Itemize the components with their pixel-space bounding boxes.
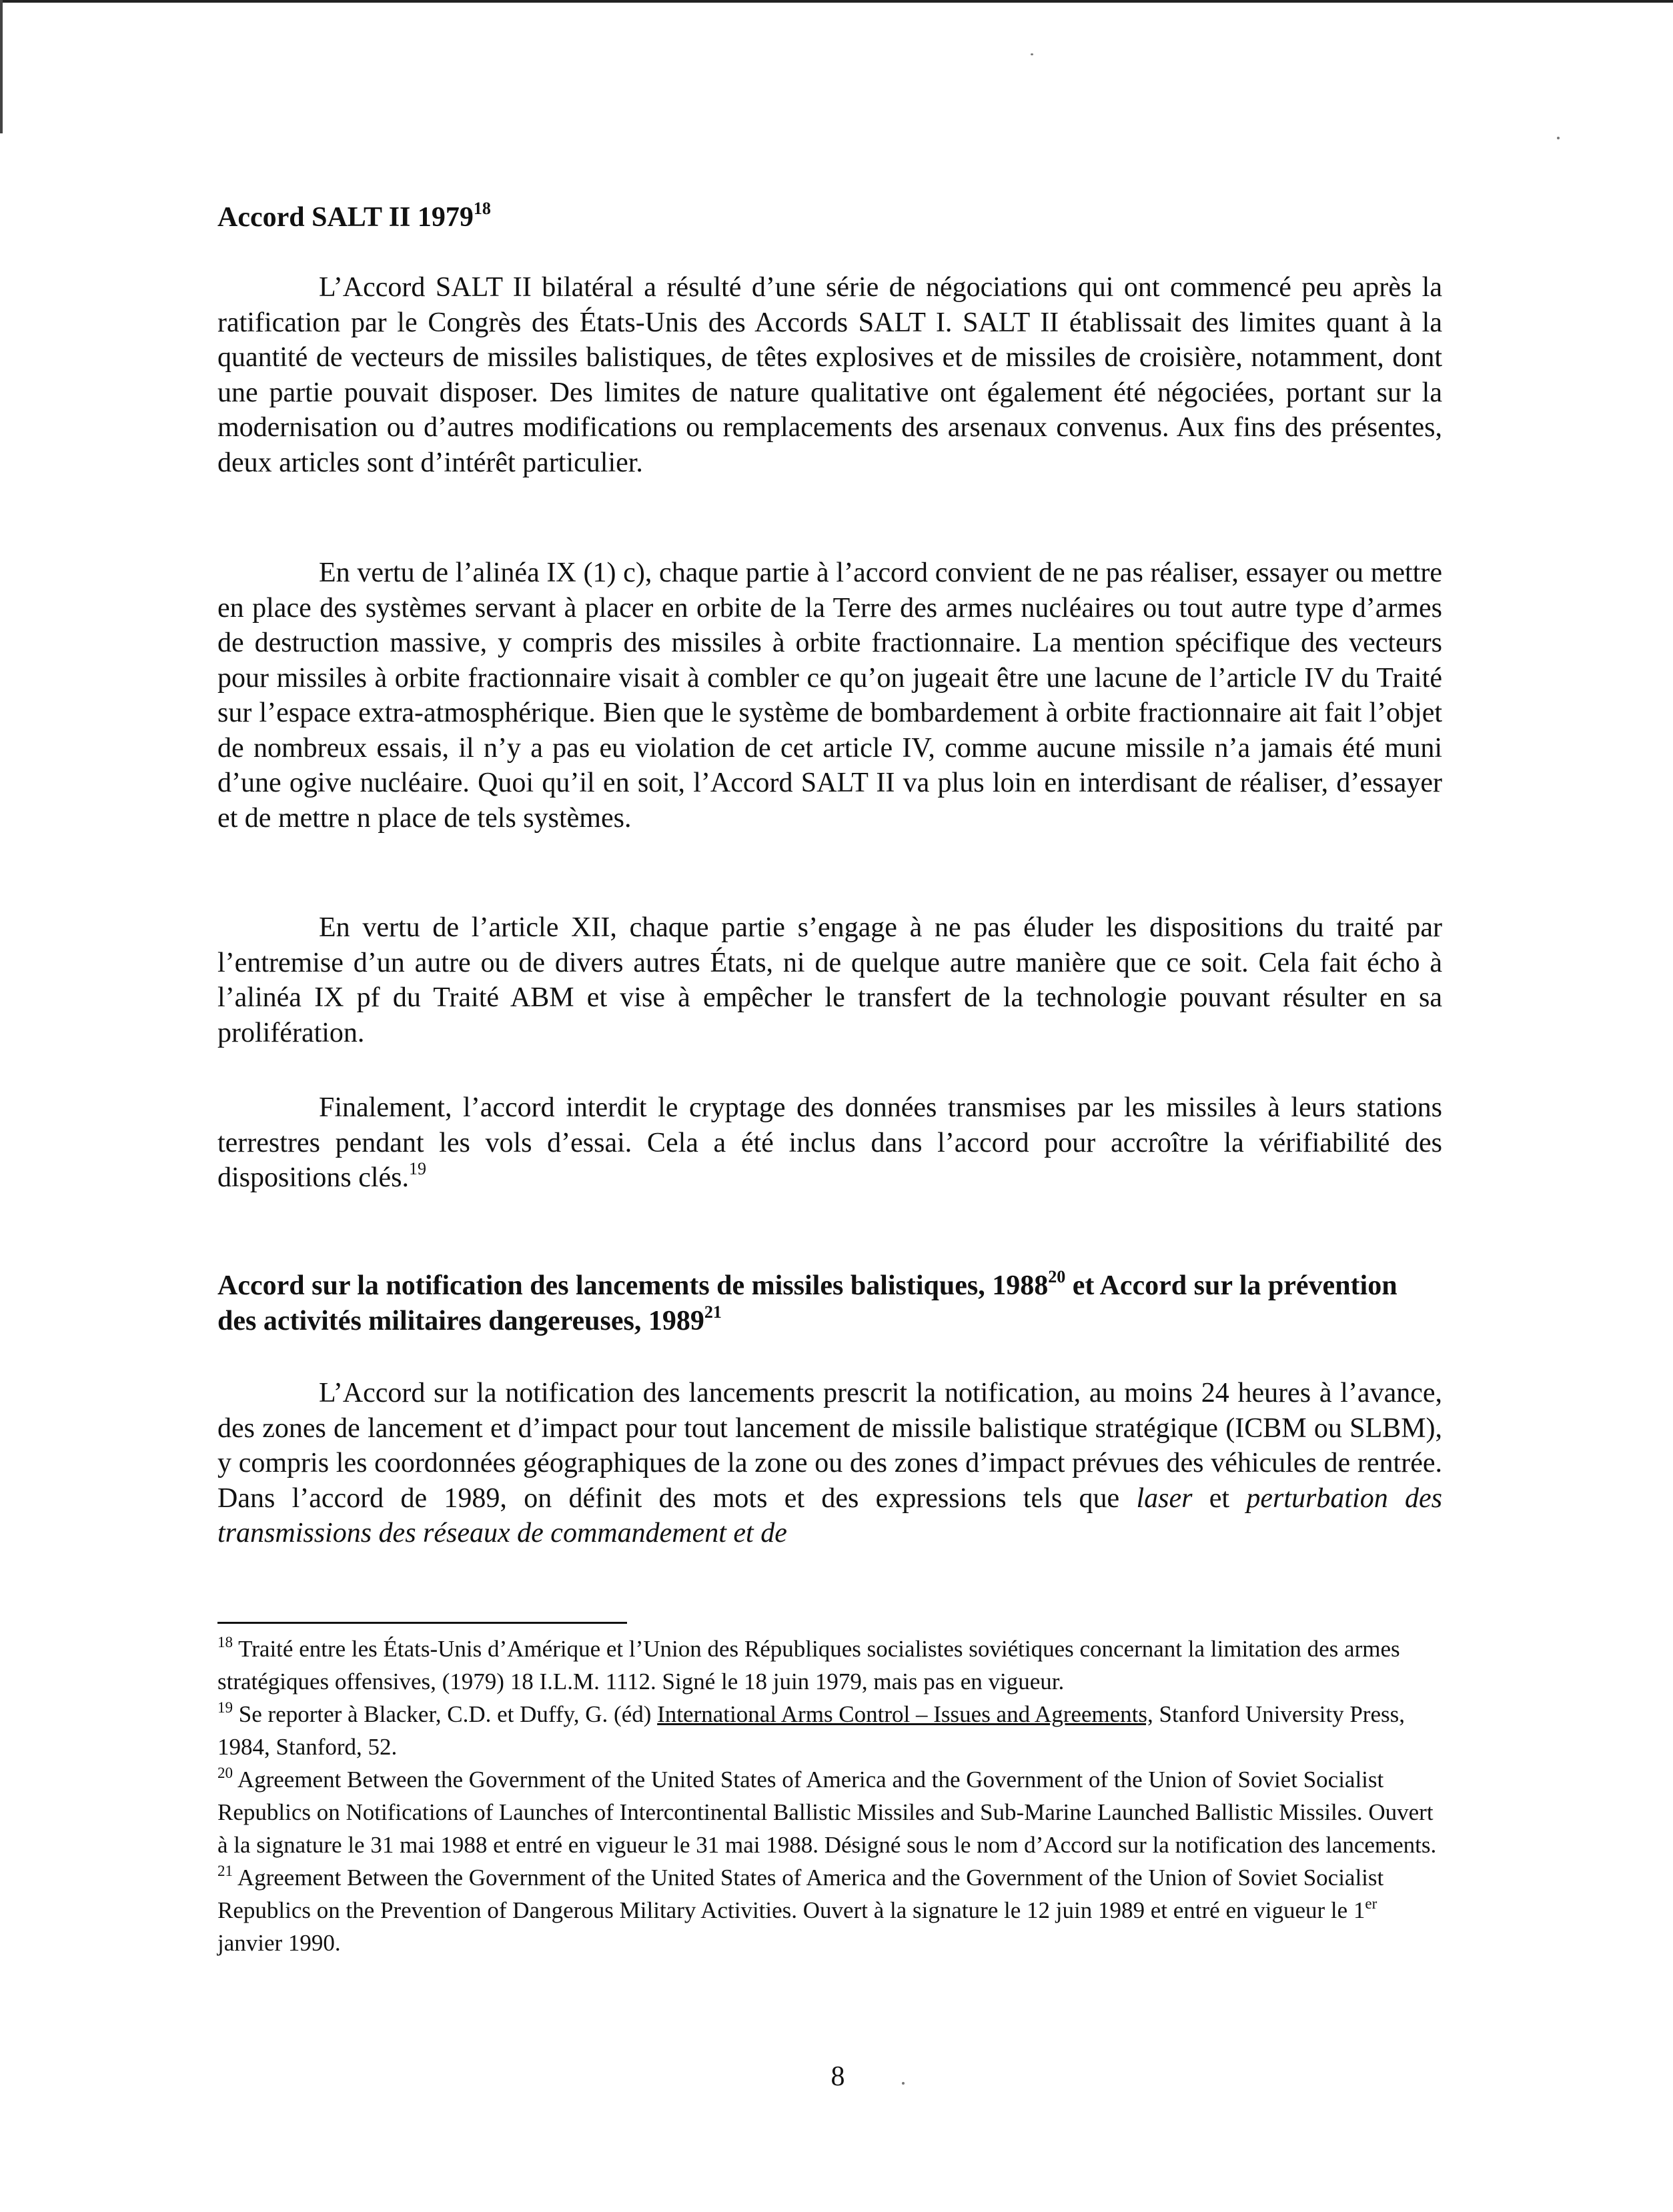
footnote-ref: 21: [704, 1302, 722, 1322]
footnote-ref: 20: [1048, 1267, 1066, 1286]
page-number: 8: [830, 2061, 845, 2092]
scan-speck: [1031, 53, 1033, 55]
footnote-number: 20: [217, 1765, 233, 1781]
footnote-19: $^{19}$ Se reporter à Blacker, C.D. et Duffy, G. (éd) International Arms Control – Issues and Agreements, Stanford University Press, 1984, Stanford, 52.: [217, 1699, 1405, 1760]
ordinal-suffix: er: [1365, 1895, 1377, 1912]
footnote-number: 21: [217, 1863, 233, 1879]
footnote-18: $^{18}$ Traité entre les États-Unis d’Amérique et l’Union des Républiques socialistes soviétiques concernant la limitation des armes stratégiques offensives, (1979) 18 I.L.M. 1112. Signé le 18 juin 1979, mais pas en vigueur.: [217, 1634, 1400, 1695]
footnote-separator: [217, 1622, 627, 1624]
paragraph: [217, 556, 1442, 836]
section-salt-ii: [217, 200, 1442, 235]
emphasis: perturbation des transmissions des réseaux de commandement et de: [217, 1482, 1442, 1548]
paragraph-text: L’Accord SALT II bilatéral a résulté d’une série de négociations qui ont commencé peu après la ratification par le Congrès des États-Unis des Accords SALT I. SALT II établissait des limites quant à la quantité de vecteurs de missiles balistiques, de têtes explosives et de missiles de croisière, notamment, dont une partie pouvait disposer. Des limites de nature qualitative ont également été négociées, portant sur la modernisation ou d’autres modifications ou remplacements des arsenaux convenus. Aux fins des présentes, deux articles sont d’intérêt particulier.: [217, 272, 1442, 478]
section-heading: Accord SALT II 1979$^{18}$: [217, 199, 491, 233]
scan-edge-left: [0, 0, 3, 133]
paragraph: [217, 1376, 1442, 1551]
paragraph-text: En vertu de l’alinéa IX (1) c), chaque partie à l’accord convient de ne pas réaliser, essayer ou mettre en place des systèmes servant à placer en orbite de la Terre des armes nucléaires ou tout autre type d’armes de destruction massive, y compris des missiles à orbite fractionnaire. La mention spécifique des vecteurs pour missiles à orbite fractionnaire visait à combler ce qu’on jugeait être une lacune de l’article IV du Traité sur l’espace extra-atmosphérique. Bien que le système de bombardement à orbite fractionnaire ait fait l’objet de nombreux essais, il n’y a pas eu violation de cet article IV, comme aucune missile n’a jamais été muni d’une ogive nucléaire. Quoi qu’il en soit, l’Accord SALT II va plus loin en interdisant de réaliser, d’essayer et de mettre n place de tels systèmes.: [217, 558, 1442, 834]
paragraph-text: Finalement, l’accord interdit le cryptage des données transmises par les missiles à leurs stations terrestres pendant les vols d’essai. Cela a été inclus dans l’accord pour accroître la vérifiabilité des dispositions clés.$^{19}$: [217, 1092, 1442, 1193]
emphasis: laser: [1136, 1482, 1193, 1514]
paragraph-text: En vertu de l’article XII, chaque partie s’engage à ne pas éluder les dispositions du traité par l’entremise d’un autre ou de divers autres États, ni de quelque autre manière que ce soit. Cela fait écho à l’alinéa IX pf du Traité ABM et vise à empêcher le transfert de la technologie pouvant résulter en sa prolifération.: [217, 912, 1442, 1048]
footnote-ref: 19: [409, 1159, 427, 1178]
paragraph: [217, 1090, 1442, 1196]
footnote-number: 19: [217, 1699, 233, 1716]
footnotes: [217, 1632, 1442, 1959]
paragraph-text: L’Accord sur la notification des lancements prescrit la notification, au moins 24 heures à l’avance, des zones de lancement et d’impact pour tout lancement de missile balistique stratégique (ICBM ou SLBM), y compris les coordonnées géographiques de la zone ou des zones d’impact prévues des véhicules de rentrée. Dans l’accord de 1989, on définit des mots et des expressions tels que laser et perturbation des transmissions des réseaux de commandement et de: [217, 1378, 1442, 1548]
scan-edge-top: [0, 0, 1673, 3]
paragraph: [217, 910, 1442, 1050]
cited-title: International Arms Control – Issues and Agreements,: [657, 1701, 1153, 1727]
section-heading: Accord sur la notification des lancements de missiles balistiques, 1988$^{20}$ et Accord sur la prévention des activités militaires dangereuses, 1989$^{21}$: [217, 1267, 1398, 1336]
scan-speck: [902, 2082, 905, 2085]
footnote-ref: 18: [473, 199, 491, 218]
section-notification: [217, 1268, 1442, 1338]
scan-speck: [1557, 137, 1560, 139]
footnote-21: $^{21}$ Agreement Between the Government of the United States of America and the Government of the Union of Soviet Socialist Republics on the Prevention of Dangerous Military Activities. Ouvert à la signature le 12 juin 1989 et entré en vigueur le 1er janvier 1990.: [217, 1863, 1384, 1956]
footnote-number: 18: [217, 1634, 233, 1650]
paragraph: [217, 270, 1442, 480]
footnote-20: $^{20}$ Agreement Between the Government of the United States of America and the Government of the Union of Soviet Socialist Republics on Notifications of Launches of Intercontinental Ballistic Missiles and Sub-Marine Launched Ballistic Missiles. Ouvert à la signature le 31 mai 1988 et entré en vigueur le 31 mai 1988. Désigné sous le nom d’Accord sur la notification des lancements.: [217, 1765, 1437, 1858]
